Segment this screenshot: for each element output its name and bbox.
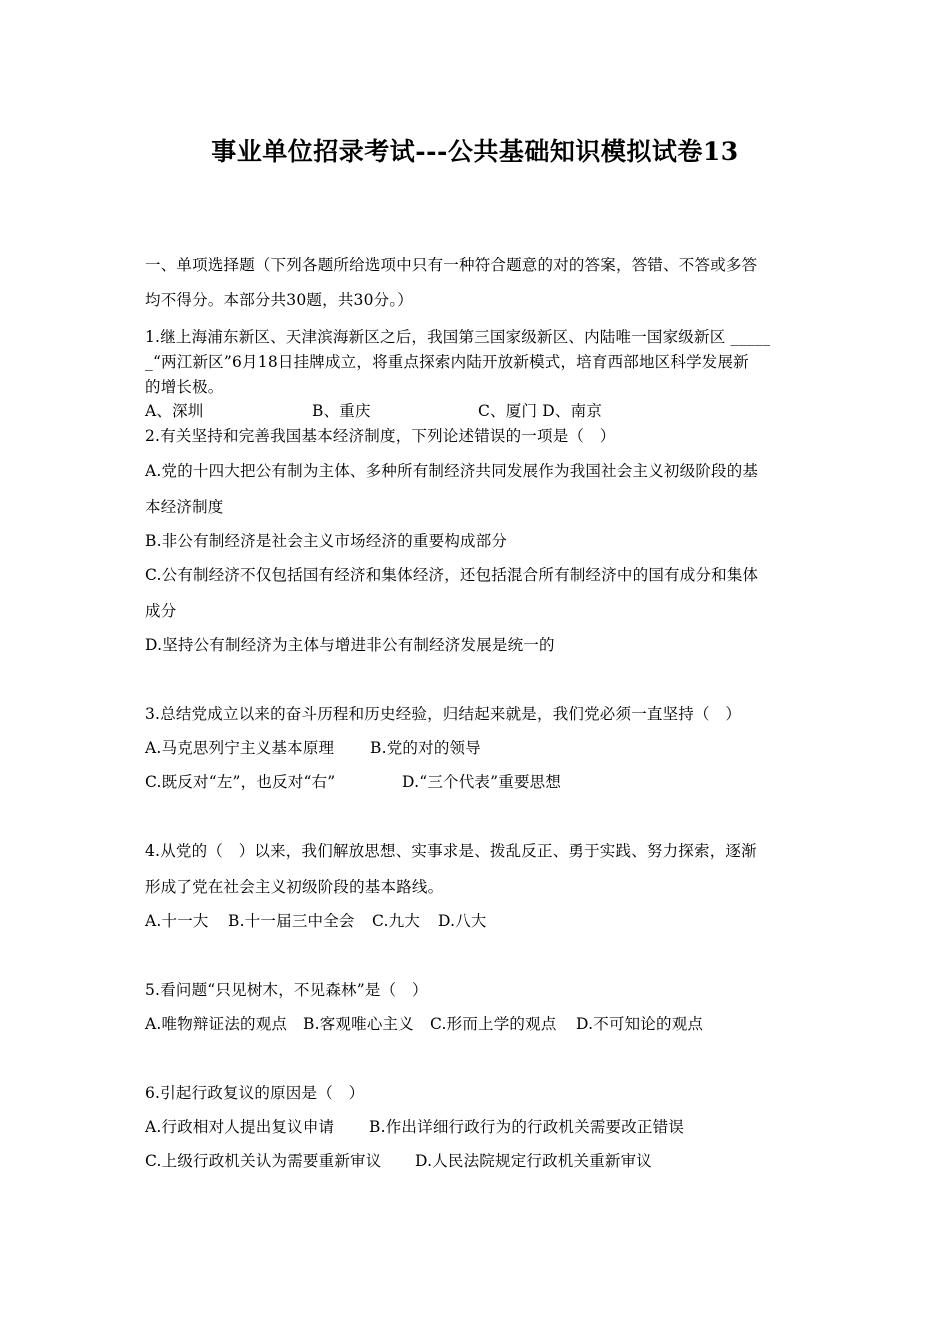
q6-option-a: A.行政相对人提出复议申请	[145, 1118, 335, 1136]
q3-options-row-2	[145, 772, 810, 792]
section-header-line-2: 均不得分。本部分共30题，共30分。）	[145, 291, 413, 309]
q6-options-row-1	[145, 1117, 810, 1137]
q6-stem: 6.引起行政复议的原因是（ ）	[145, 1084, 365, 1102]
q1-option-b: B、重庆	[312, 402, 371, 420]
q5-stem: 5.看问题“只见树木，不见森林”是（ ）	[145, 981, 428, 999]
q3-options-row-1	[145, 738, 810, 758]
q6-option-b: B.作出详细行政行为的行政机关需要改正错误	[369, 1118, 685, 1136]
q2-option-c-line-1: C.公有制经济不仅包括国有经济和集体经济，还包括混合所有制经济中的国有成分和集体	[145, 566, 759, 584]
q4-option-d: D.八大	[438, 912, 487, 930]
q1-option-cd: C、厦门 D、南京	[478, 402, 603, 420]
q4-option-b: B.十一届三中全会	[228, 912, 355, 930]
q5-option-c: C.形而上学的观点	[430, 1015, 557, 1033]
q1-stem-line-3: 的增长极。	[145, 378, 224, 396]
q5-option-d: D.不可知论的观点	[576, 1015, 704, 1033]
q6-options-row-2	[145, 1151, 810, 1171]
q4-options	[145, 911, 810, 931]
q2-option-a-line-2: 本经济制度	[145, 498, 224, 516]
q3-option-d: D.“三个代表”重要思想	[402, 773, 562, 791]
q5-option-b: B.客观唯心主义	[303, 1015, 414, 1033]
q3-option-b: B.党的对的领导	[370, 739, 481, 757]
q2-option-b: B.非公有制经济是社会主义市场经济的重要构成部分	[145, 532, 508, 550]
q1-option-a: A、深圳	[145, 402, 204, 420]
q3-stem: 3.总结党成立以来的奋斗历程和历史经验，归结起来就是，我们党必须一直坚持（ ）	[145, 705, 742, 723]
q1-options	[145, 401, 810, 421]
q4-stem-line-1: 4.从党的（ ）以来，我们解放思想、实事求是、拨乱反正、勇于实践、努力探索，逐渐	[145, 842, 757, 860]
q3-option-c: C.既反对“左”，也反对“右”	[145, 773, 336, 791]
q4-option-c: C.九大	[372, 912, 421, 930]
q4-option-a: A.十一大	[145, 912, 209, 930]
q2-option-c-line-2: 成分	[145, 602, 177, 620]
q6-option-c: C.上级行政机关认为需要重新审议	[145, 1152, 382, 1170]
q3-option-a: A.马克思列宁主义基本原理	[145, 739, 335, 757]
q4-stem-line-2: 形成了党在社会主义初级阶段的基本路线。	[145, 878, 444, 896]
page-title: 事业单位招录考试---公共基础知识模拟试卷13	[211, 137, 739, 166]
q5-option-a: A.唯物辩证法的观点	[145, 1015, 288, 1033]
q2-stem: 2.有关坚持和完善我国基本经济制度，下列论述错误的一项是（ ）	[145, 427, 616, 445]
q1-stem-line-1: 1.继上海浦东新区、天津滨海新区之后，我国第三国家级新区、内陆唯一国家级新区 _____	[145, 328, 771, 346]
q1-stem-line-2: _“两江新区”6月18日挂牌成立，将重点探索内陆开放新模式，培育西部地区科学发展新	[145, 353, 749, 371]
q2-option-d: D.坚持公有制经济为主体与增进非公有制经济发展是统一的	[145, 636, 555, 654]
q6-option-d: D.人民法院规定行政机关重新审议	[415, 1152, 653, 1170]
q2-option-a-line-1: A.党的十四大把公有制为主体、多种所有制经济共同发展作为我国社会主义初级阶段的基	[145, 462, 759, 480]
q5-options	[145, 1014, 810, 1034]
section-header-line-1: 一、单项选择题（下列各题所给选项中只有一种符合题意的对的答案，答错、不答或多答	[145, 256, 758, 274]
